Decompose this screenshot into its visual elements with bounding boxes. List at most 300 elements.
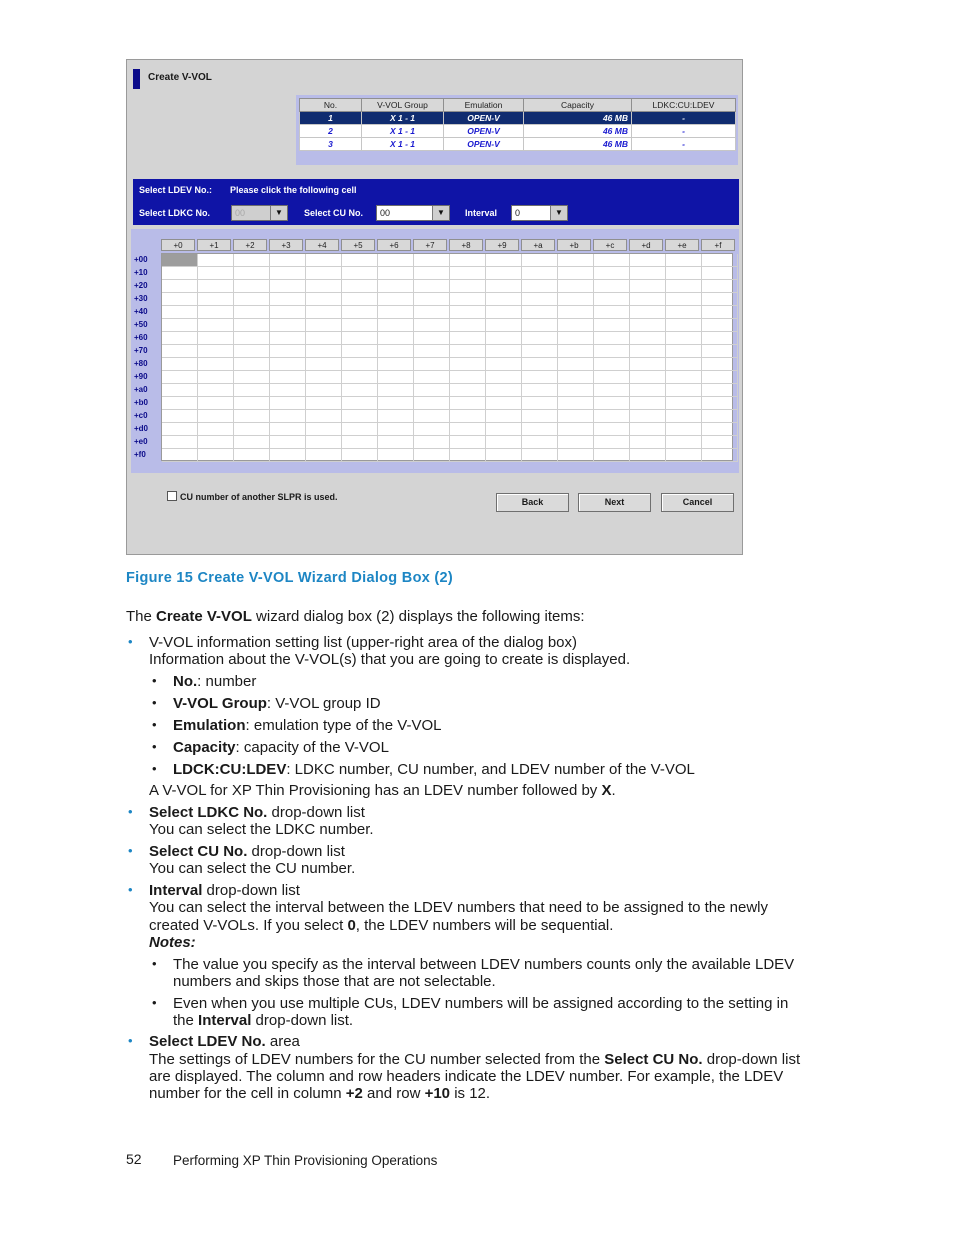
ldev-cell[interactable]: [666, 345, 702, 358]
interval-dropdown[interactable]: 0 ▼: [511, 205, 568, 221]
ldev-cell[interactable]: [234, 267, 270, 280]
ldev-cell[interactable]: [522, 267, 558, 280]
ldev-cell[interactable]: [450, 293, 486, 306]
ldev-cell[interactable]: [450, 384, 486, 397]
ldev-cell[interactable]: [558, 293, 594, 306]
grid-row-header: +80: [134, 359, 148, 368]
ldev-cell[interactable]: [702, 293, 738, 306]
ldev-cell[interactable]: [270, 397, 306, 410]
cancel-button[interactable]: Cancel: [661, 493, 734, 512]
ldev-cell[interactable]: [306, 280, 342, 293]
ldev-cell[interactable]: [630, 449, 666, 462]
ldev-cell[interactable]: [666, 280, 702, 293]
ldev-cell[interactable]: [522, 280, 558, 293]
ldev-cell[interactable]: [630, 280, 666, 293]
ldev-cell[interactable]: [270, 280, 306, 293]
ldev-cell[interactable]: [414, 436, 450, 449]
ldev-cell[interactable]: [486, 384, 522, 397]
ldev-cell[interactable]: [522, 332, 558, 345]
ldev-cell[interactable]: [162, 371, 198, 384]
table-row[interactable]: 1 X 1 - 1 OPEN-V 46 MB -: [300, 112, 736, 125]
ldev-cell[interactable]: [306, 319, 342, 332]
figure-caption: Figure 15 Create V-VOL Wizard Dialog Box (2): [126, 570, 454, 586]
ldev-cell[interactable]: [378, 293, 414, 306]
ldev-cell[interactable]: [270, 410, 306, 423]
ldev-cell[interactable]: [666, 267, 702, 280]
ldev-cell[interactable]: [270, 423, 306, 436]
ldev-cell[interactable]: [486, 280, 522, 293]
ldev-cell[interactable]: [234, 306, 270, 319]
ldev-cell[interactable]: [450, 410, 486, 423]
ldev-cell[interactable]: [198, 410, 234, 423]
ldev-cell[interactable]: [666, 449, 702, 462]
ldev-cell[interactable]: [342, 449, 378, 462]
ldev-cell[interactable]: [558, 449, 594, 462]
ldev-cell[interactable]: [450, 397, 486, 410]
chevron-down-icon[interactable]: ▼: [270, 206, 287, 220]
ldev-cell[interactable]: [270, 267, 306, 280]
back-button[interactable]: Back: [496, 493, 569, 512]
ldev-cell[interactable]: [702, 358, 738, 371]
ldev-cell[interactable]: [558, 397, 594, 410]
ldev-cell[interactable]: [630, 410, 666, 423]
ldev-cell[interactable]: [450, 345, 486, 358]
ldev-cell[interactable]: [522, 306, 558, 319]
ldev-cell[interactable]: [162, 280, 198, 293]
ldev-cell[interactable]: [630, 293, 666, 306]
sub-bullet-icon: •: [152, 956, 157, 971]
ldev-cell[interactable]: [342, 384, 378, 397]
ldev-cell[interactable]: [234, 397, 270, 410]
ldev-cell[interactable]: [270, 371, 306, 384]
ldev-cell[interactable]: [342, 358, 378, 371]
select-cu-dropdown[interactable]: 00 ▼: [376, 205, 450, 221]
ldev-cell[interactable]: [234, 345, 270, 358]
ldev-cell[interactable]: [450, 306, 486, 319]
ldev-cell[interactable]: [594, 254, 630, 267]
col-header-emulation[interactable]: Emulation: [444, 99, 524, 112]
ldev-cell[interactable]: [234, 358, 270, 371]
ldev-cell[interactable]: [450, 332, 486, 345]
ldev-cell[interactable]: [450, 254, 486, 267]
ldev-cell[interactable]: [486, 267, 522, 280]
ldev-cell[interactable]: [450, 267, 486, 280]
ldev-cell[interactable]: [414, 280, 450, 293]
ldev-cell[interactable]: [378, 254, 414, 267]
ldev-cell[interactable]: [270, 293, 306, 306]
ldev-cell[interactable]: [702, 280, 738, 293]
ldev-cell[interactable]: [378, 371, 414, 384]
ldev-cell[interactable]: [558, 254, 594, 267]
ldev-cell[interactable]: [378, 436, 414, 449]
ldev-cell[interactable]: [702, 254, 738, 267]
ldev-cell[interactable]: [666, 423, 702, 436]
ldev-cell[interactable]: [342, 332, 378, 345]
grid-row-header: +f0: [134, 450, 146, 459]
table-row[interactable]: 3 X 1 - 1 OPEN-V 46 MB -: [300, 138, 736, 151]
ldev-cell[interactable]: [666, 384, 702, 397]
ldev-cell[interactable]: [702, 345, 738, 358]
ldev-cell[interactable]: [486, 358, 522, 371]
ldev-cell[interactable]: [522, 423, 558, 436]
ldev-cell[interactable]: [666, 358, 702, 371]
ldev-cell[interactable]: [450, 371, 486, 384]
ldev-cell[interactable]: [558, 319, 594, 332]
ldev-cell[interactable]: [702, 306, 738, 319]
ldev-cell[interactable]: [522, 384, 558, 397]
ldev-cell[interactable]: [630, 267, 666, 280]
ldev-cell[interactable]: [702, 384, 738, 397]
ldev-cell[interactable]: [522, 397, 558, 410]
ldev-cell[interactable]: [270, 254, 306, 267]
grid-row-header: +a0: [134, 385, 148, 394]
ldev-cell[interactable]: [198, 423, 234, 436]
ldev-cell[interactable]: [558, 423, 594, 436]
ldev-cell[interactable]: [450, 358, 486, 371]
ldev-cell[interactable]: [342, 293, 378, 306]
ldev-cell[interactable]: [306, 332, 342, 345]
ldev-cell[interactable]: [486, 371, 522, 384]
ldev-cell[interactable]: [162, 384, 198, 397]
ldev-cell[interactable]: [198, 319, 234, 332]
ldev-cell[interactable]: [198, 397, 234, 410]
ldev-cell[interactable]: [522, 436, 558, 449]
ldev-cell[interactable]: [522, 345, 558, 358]
ldev-cell[interactable]: [666, 319, 702, 332]
ldev-cell[interactable]: [594, 397, 630, 410]
ldev-cell[interactable]: [342, 436, 378, 449]
ldev-cell[interactable]: [162, 306, 198, 319]
ldev-cell[interactable]: [234, 449, 270, 462]
grid-row-header: +10: [134, 268, 148, 277]
ldev-cell[interactable]: [342, 345, 378, 358]
ldev-cell[interactable]: [234, 410, 270, 423]
ldev-cell[interactable]: [666, 436, 702, 449]
ldev-cell[interactable]: [486, 319, 522, 332]
ldev-cell[interactable]: [306, 358, 342, 371]
ldev-cell[interactable]: [234, 293, 270, 306]
ldev-cell[interactable]: [342, 410, 378, 423]
ldev-cell[interactable]: [306, 371, 342, 384]
notes-heading: Notes:: [149, 934, 196, 951]
ldev-cell[interactable]: [270, 358, 306, 371]
ldev-cell[interactable]: [414, 397, 450, 410]
ldev-cell[interactable]: [594, 319, 630, 332]
ldev-cell[interactable]: [234, 332, 270, 345]
ldev-cell[interactable]: [162, 345, 198, 358]
ldev-cell[interactable]: [630, 306, 666, 319]
col-header-no[interactable]: No.: [300, 99, 362, 112]
ldev-cell[interactable]: [306, 423, 342, 436]
ldev-cell[interactable]: [594, 306, 630, 319]
ldev-cell[interactable]: [594, 436, 630, 449]
ldev-cell[interactable]: [702, 423, 738, 436]
ldev-cell[interactable]: [270, 436, 306, 449]
vvol-table-header: [300, 99, 736, 112]
ldev-grid: [161, 253, 733, 461]
ldev-cell[interactable]: [162, 436, 198, 449]
ldev-cell[interactable]: [414, 423, 450, 436]
ldev-cell[interactable]: [486, 397, 522, 410]
ldev-cell[interactable]: [162, 254, 198, 267]
ldev-cell[interactable]: [306, 293, 342, 306]
ldev-cell[interactable]: [666, 293, 702, 306]
ldev-cell[interactable]: [630, 332, 666, 345]
ldev-cell[interactable]: [198, 332, 234, 345]
ldev-cell[interactable]: [558, 306, 594, 319]
ldev-cell[interactable]: [486, 293, 522, 306]
col-header-vvol-group[interactable]: V-VOL Group: [362, 99, 444, 112]
vvol-info-list: [296, 95, 738, 165]
ldev-cell[interactable]: [378, 449, 414, 462]
ldev-cell[interactable]: [522, 293, 558, 306]
ldev-cell[interactable]: [306, 254, 342, 267]
ldev-cell[interactable]: [594, 423, 630, 436]
ldev-cell[interactable]: [378, 358, 414, 371]
ldev-cell[interactable]: [486, 306, 522, 319]
ldev-cell[interactable]: [594, 267, 630, 280]
ldev-cell[interactable]: [414, 306, 450, 319]
ldev-cell[interactable]: [198, 306, 234, 319]
ldev-cell[interactable]: [702, 319, 738, 332]
ldev-cell[interactable]: [198, 436, 234, 449]
ldev-cell[interactable]: [522, 371, 558, 384]
ldev-cell[interactable]: [162, 319, 198, 332]
ldev-cell[interactable]: [378, 345, 414, 358]
ldev-cell[interactable]: [270, 384, 306, 397]
ldev-cell[interactable]: [594, 293, 630, 306]
ldev-cell[interactable]: [522, 319, 558, 332]
ldev-cell[interactable]: [306, 267, 342, 280]
ldev-cell[interactable]: [378, 280, 414, 293]
ldev-cell[interactable]: [198, 345, 234, 358]
ldev-cell[interactable]: [594, 371, 630, 384]
ldev-cell[interactable]: [630, 358, 666, 371]
ldev-cell[interactable]: [702, 449, 738, 462]
ldev-cell[interactable]: [378, 306, 414, 319]
ldev-cell[interactable]: [378, 319, 414, 332]
ldev-cell[interactable]: [666, 410, 702, 423]
ldev-cell[interactable]: [450, 436, 486, 449]
ldev-cell[interactable]: [198, 267, 234, 280]
ldev-cell[interactable]: [414, 267, 450, 280]
chevron-down-icon[interactable]: ▼: [550, 206, 567, 220]
ldev-cell[interactable]: [522, 449, 558, 462]
ldev-cell[interactable]: [486, 345, 522, 358]
ldev-cell[interactable]: [270, 345, 306, 358]
ldev-cell[interactable]: [234, 254, 270, 267]
grid-row-header: +e0: [134, 437, 148, 446]
bullet-select-ldev-desc-2: are displayed. The column and row headers indicate the LDEV number. For example, the LDEV: [149, 1068, 784, 1085]
ldev-cell[interactable]: [414, 371, 450, 384]
ldev-cell[interactable]: [486, 449, 522, 462]
grid-row-header: +20: [134, 281, 148, 290]
ldev-cell[interactable]: [702, 371, 738, 384]
ldev-cell[interactable]: [558, 436, 594, 449]
ldev-cell[interactable]: [450, 319, 486, 332]
ldev-cell[interactable]: [378, 384, 414, 397]
ldev-cell[interactable]: [162, 449, 198, 462]
ldev-cell[interactable]: [162, 267, 198, 280]
ldev-cell[interactable]: [342, 397, 378, 410]
ldev-cell[interactable]: [558, 358, 594, 371]
slpr-checkbox-row[interactable]: [167, 491, 338, 502]
ldev-cell[interactable]: [666, 254, 702, 267]
ldev-cell[interactable]: [306, 410, 342, 423]
ldev-cell[interactable]: [234, 436, 270, 449]
ldev-cell[interactable]: [378, 423, 414, 436]
ldev-cell[interactable]: [414, 254, 450, 267]
ldev-cell[interactable]: [558, 384, 594, 397]
bullet-interval-desc: You can select the interval between the LDEV numbers that need to be assigned to the newly: [149, 899, 769, 916]
ldev-cell[interactable]: [630, 319, 666, 332]
table-row[interactable]: 2 X 1 - 1 OPEN-V 46 MB -: [300, 125, 736, 138]
ldev-cell[interactable]: [342, 280, 378, 293]
vvol-note: A V-VOL for XP Thin Provisioning has an LDEV number followed by X.: [149, 782, 616, 799]
bullet-select-cu-desc: You can select the CU number.: [149, 860, 356, 877]
ldev-cell[interactable]: [306, 449, 342, 462]
ldev-cell[interactable]: [414, 345, 450, 358]
ldev-cell[interactable]: [558, 280, 594, 293]
ldev-cell[interactable]: [486, 436, 522, 449]
ldev-cell[interactable]: [162, 397, 198, 410]
ldev-cell[interactable]: [342, 306, 378, 319]
col-header-ldkc-cu-ldev[interactable]: LDKC:CU:LDEV: [632, 99, 736, 112]
ldev-cell[interactable]: [630, 397, 666, 410]
grid-column-header: +e: [665, 239, 699, 251]
ldev-cell[interactable]: [486, 423, 522, 436]
ldev-cell[interactable]: [414, 358, 450, 371]
ldev-cell[interactable]: [558, 410, 594, 423]
ldev-cell[interactable]: [270, 306, 306, 319]
ldev-cell[interactable]: [162, 358, 198, 371]
bullet-icon: •: [128, 1033, 133, 1048]
ldev-cell[interactable]: [162, 332, 198, 345]
ldev-cell[interactable]: [198, 293, 234, 306]
ldev-cell[interactable]: [522, 358, 558, 371]
ldev-cell[interactable]: [702, 410, 738, 423]
ldev-cell[interactable]: [486, 410, 522, 423]
ldev-cell[interactable]: [270, 332, 306, 345]
ldev-cell[interactable]: [630, 254, 666, 267]
ldev-cell[interactable]: [414, 410, 450, 423]
ldev-cell[interactable]: [666, 332, 702, 345]
ldev-cell[interactable]: [198, 254, 234, 267]
ldev-cell[interactable]: [630, 436, 666, 449]
ldev-cell[interactable]: [666, 306, 702, 319]
ldev-cell[interactable]: [414, 332, 450, 345]
ldev-cell[interactable]: [306, 384, 342, 397]
ldev-cell[interactable]: [558, 371, 594, 384]
ldev-cell[interactable]: [342, 423, 378, 436]
ldev-cell[interactable]: [378, 267, 414, 280]
slpr-checkbox[interactable]: [167, 491, 177, 501]
ldev-cell[interactable]: [378, 397, 414, 410]
col-header-capacity[interactable]: Capacity: [524, 99, 632, 112]
grid-column-header: +8: [449, 239, 483, 251]
ldev-cell[interactable]: [234, 280, 270, 293]
ldev-cell[interactable]: [342, 254, 378, 267]
ldev-cell[interactable]: [594, 384, 630, 397]
ldev-cell[interactable]: [234, 319, 270, 332]
grid-row-header: +70: [134, 346, 148, 355]
ldev-cell[interactable]: [306, 436, 342, 449]
ldev-cell[interactable]: [198, 371, 234, 384]
select-ldkc-dropdown[interactable]: 00 ▼: [231, 205, 288, 221]
ldev-cell[interactable]: [450, 449, 486, 462]
ldev-cell[interactable]: [198, 384, 234, 397]
ldev-cell[interactable]: [630, 345, 666, 358]
ldev-cell[interactable]: [702, 332, 738, 345]
ldev-cell[interactable]: [306, 306, 342, 319]
ldev-cell[interactable]: [378, 332, 414, 345]
ldev-cell[interactable]: [594, 410, 630, 423]
ldev-cell[interactable]: [198, 449, 234, 462]
ldev-cell[interactable]: [630, 423, 666, 436]
ldev-cell[interactable]: [414, 384, 450, 397]
ldev-cell[interactable]: [630, 371, 666, 384]
ldev-cell[interactable]: [594, 332, 630, 345]
ldev-cell[interactable]: [162, 423, 198, 436]
ldev-cell[interactable]: [522, 410, 558, 423]
ldev-cell[interactable]: [666, 371, 702, 384]
ldev-cell[interactable]: [522, 254, 558, 267]
ldev-cell[interactable]: [450, 280, 486, 293]
ldev-cell[interactable]: [702, 397, 738, 410]
ldev-cell[interactable]: [594, 358, 630, 371]
next-button[interactable]: Next: [578, 493, 651, 512]
footer-section: Performing XP Thin Provisioning Operations: [173, 1153, 438, 1168]
ldev-cell[interactable]: [270, 319, 306, 332]
ldev-cell[interactable]: [162, 293, 198, 306]
ldev-cell[interactable]: [198, 358, 234, 371]
ldev-cell[interactable]: [414, 319, 450, 332]
sub-bullet-icon: •: [152, 695, 157, 710]
ldev-cell[interactable]: [378, 410, 414, 423]
ldev-cell[interactable]: [234, 423, 270, 436]
ldev-cell[interactable]: [594, 449, 630, 462]
ldev-cell[interactable]: [666, 397, 702, 410]
ldev-cell[interactable]: [558, 345, 594, 358]
ldev-cell[interactable]: [630, 384, 666, 397]
ldev-cell[interactable]: [342, 371, 378, 384]
ldev-cell[interactable]: [450, 423, 486, 436]
ldev-cell[interactable]: [234, 371, 270, 384]
bullet-select-ldev: Select LDEV No. area: [149, 1033, 300, 1050]
chevron-down-icon[interactable]: ▼: [432, 206, 449, 220]
ldev-cell[interactable]: [306, 397, 342, 410]
ldev-cell[interactable]: [270, 449, 306, 462]
ldev-cell[interactable]: [702, 267, 738, 280]
ldev-cell[interactable]: [594, 280, 630, 293]
ldev-cell[interactable]: [342, 267, 378, 280]
ldev-cell[interactable]: [306, 345, 342, 358]
ldev-cell[interactable]: [162, 410, 198, 423]
ldev-cell[interactable]: [342, 319, 378, 332]
ldev-cell[interactable]: [486, 254, 522, 267]
ldev-cell[interactable]: [198, 280, 234, 293]
ldev-cell[interactable]: [558, 332, 594, 345]
ldev-cell[interactable]: [594, 345, 630, 358]
grid-column-header: +f: [701, 239, 735, 251]
ldev-cell[interactable]: [234, 384, 270, 397]
ldev-cell[interactable]: [558, 267, 594, 280]
ldev-cell[interactable]: [414, 449, 450, 462]
ldev-cell[interactable]: [414, 293, 450, 306]
vvol-table: [299, 98, 736, 151]
ldev-cell[interactable]: [486, 332, 522, 345]
ldev-cell[interactable]: [702, 436, 738, 449]
